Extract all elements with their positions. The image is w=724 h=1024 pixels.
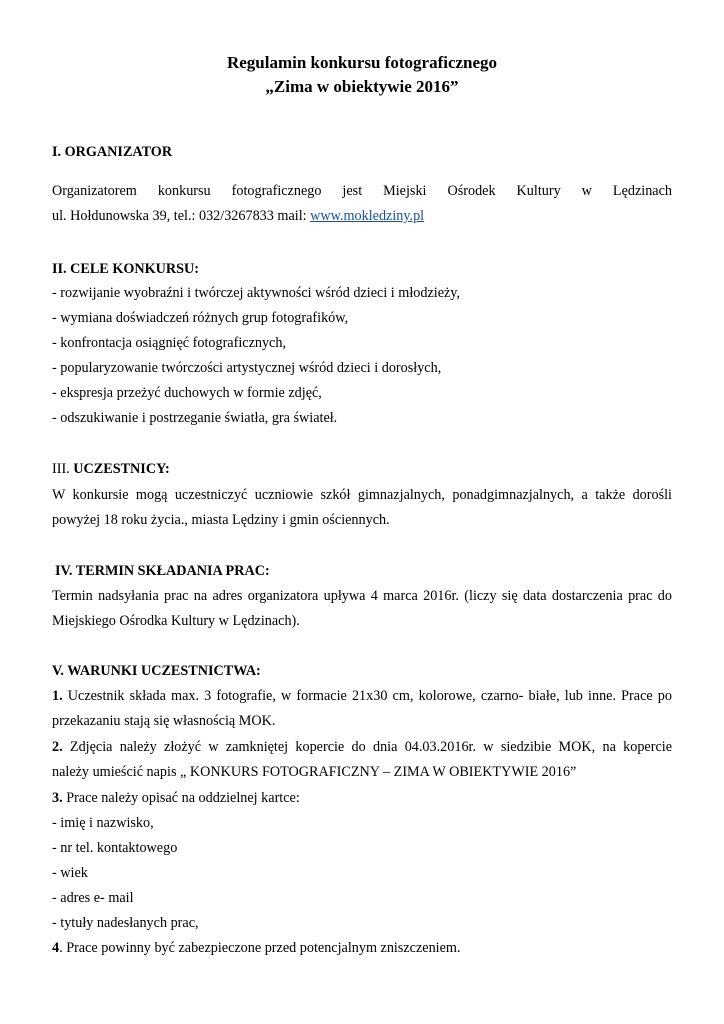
conditions-point4-number: 4 [52,940,60,956]
conditions-item: - tytuły nadesłanych prac, [52,915,199,931]
participants-heading [52,459,672,479]
conditions-point3-text: Prace należy opisać na oddzielnej kartce: [62,790,300,806]
participants-heading-number: III. [52,461,74,477]
conditions-point1-text: Uczestnik składa max. 3 fotografie, w formacie 21x30 cm, kolorowe, czarno- białe, lub inne. Prace po [62,688,672,704]
conditions-item: - wiek [52,865,88,881]
conditions-point3-line1 [52,788,672,808]
conditions-item: - imię i nazwisko, [52,815,154,831]
deadline-line1: Termin nadsyłania prac na adres organizatora upływa 4 marca 2016r. (liczy się data dostarczenia prac do [52,588,672,604]
participants-line2: powyżej 18 roku życia., miasta Lędziny i gmin ościennych. [52,512,390,528]
conditions-point2-number: 2. [52,739,63,755]
conditions-item: - adres e- mail [52,890,134,906]
conditions-point2-line2: należy umieścić napis „ KONKURS FOTOGRAFICZNY – ZIMA W OBIEKTYWIE 2016” [52,764,577,780]
conditions-point3-number: 3. [52,790,63,806]
goals-item: - odszukiwanie i postrzeganie światła, gra świateł. [52,410,338,426]
organizer-line1: Organizatorem konkursu fotograficznego jest Miejski Ośrodek Kultury w Lędzinach [52,183,672,199]
conditions-point2-line1 [52,737,672,757]
conditions-point1-line2: przekazaniu stają się własnością MOK. [52,713,276,729]
deadline-line2: Miejskiego Ośrodka Kultury w Lędzinach). [52,613,300,629]
conditions-point4-line1 [52,938,672,958]
participants-line1: W konkursie mogą uczestniczyć uczniowie szkół gimnazjalnych, ponadgimnazjalnych, a także dorośli [52,487,672,503]
organizer-address: ul. Hołdunowska 39, tel.: 032/3267833 mail: [52,208,311,224]
document-title-line2: „Zima w obiektywie 2016” [265,77,459,96]
conditions-point2-text: Zdjęcia należy złożyć w zamkniętej kopercie do dnia 04.03.2016r. w siedzibie MOK, na kopercie [62,739,672,755]
conditions-point4-text: . Prace powinny być zabezpieczone przed potencjalnym zniszczeniem. [59,940,461,956]
goals-item: - wymiana doświadczeń różnych grup fotografików, [52,310,349,326]
organizer-heading: I. ORGANIZATOR [52,144,173,160]
document-title-line1: Regulamin konkursu fotograficznego [226,53,498,72]
goals-item: - konfrontacja osiągnięć fotograficznych, [52,335,286,351]
conditions-point1-line1 [52,686,672,706]
conditions-item: - nr tel. kontaktowego [52,840,178,856]
participants-heading-text: UCZESTNICY: [73,461,170,477]
goals-heading: II. CELE KONKURSU: [52,261,200,277]
deadline-heading: IV. TERMIN SKŁADANIA PRAC: [55,563,270,579]
goals-item: - ekspresja przeżyć duchowych w formie zdjęć, [52,385,322,401]
conditions-point1-number: 1. [52,688,63,704]
conditions-heading: V. WARUNKI UCZESTNICTWA: [52,663,261,679]
organizer-website-link[interactable]: www.mokledziny.pl [310,208,425,224]
goals-item: - popularyzowanie twórczości artystycznej wśród dzieci i dorosłych, [52,360,442,376]
organizer-line2 [52,206,672,226]
goals-item: - rozwijanie wyobraźni i twórczej aktywności wśród dzieci i młodzieży, [52,285,461,301]
